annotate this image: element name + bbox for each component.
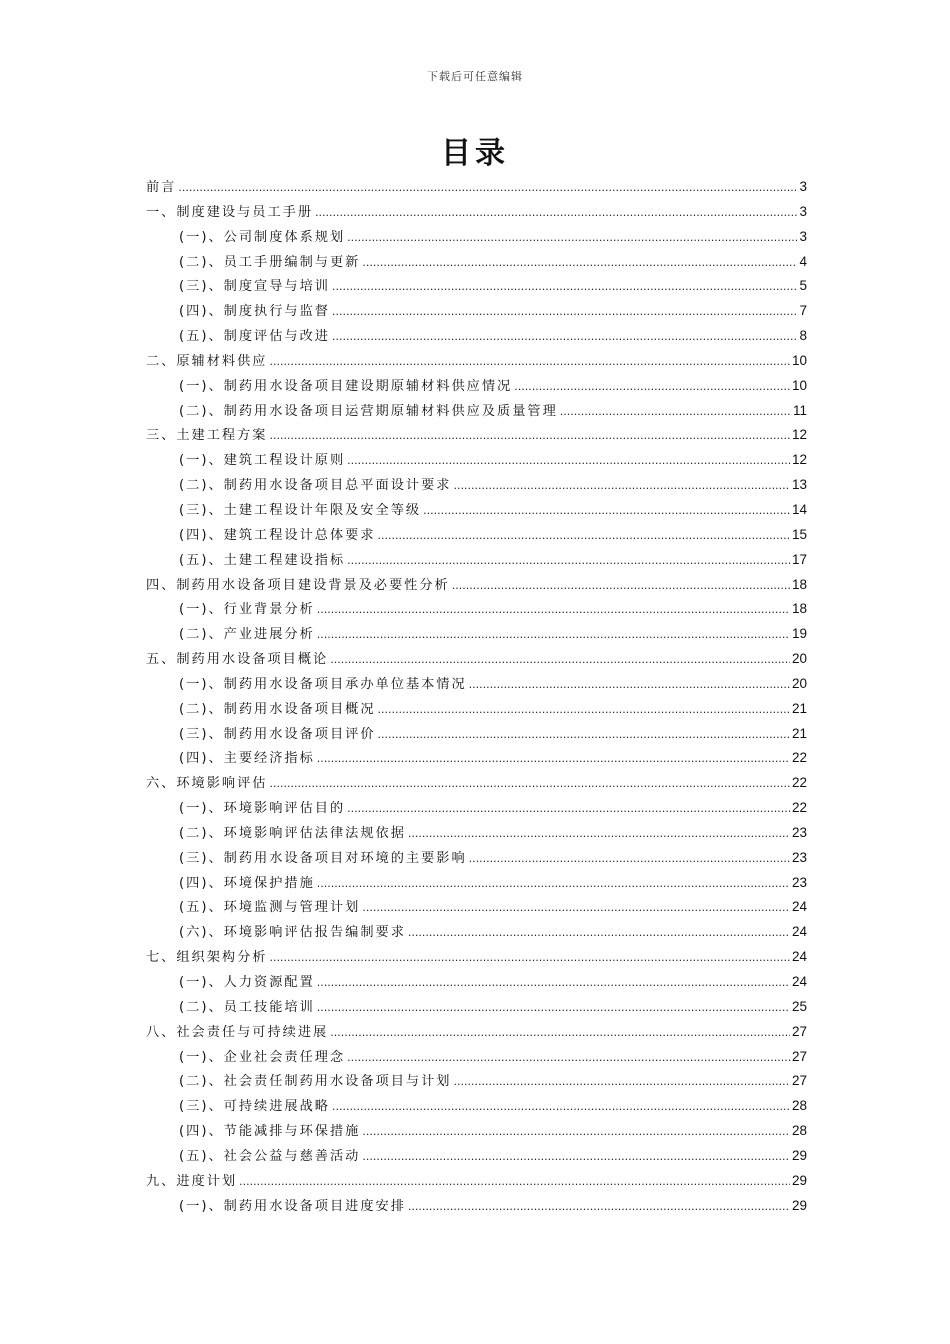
dot-leader: [270, 772, 790, 797]
table-of-contents: [146, 175, 807, 1218]
toc-subentry[interactable]: [146, 622, 807, 647]
toc-subentry[interactable]: [146, 1045, 807, 1070]
dot-leader: [469, 673, 790, 698]
dot-leader: [332, 325, 798, 350]
dot-leader: [239, 1170, 790, 1195]
toc-page-number: 15: [791, 526, 807, 542]
toc-subentry[interactable]: [146, 697, 807, 722]
toc-entry-label: (五)、制度评估与改进: [179, 329, 330, 345]
toc-page-number: 5: [799, 278, 807, 294]
toc-entry[interactable]: [146, 423, 807, 448]
dot-leader: [423, 499, 790, 524]
toc-entry-label: (一)、制药用水设备项目建设期原辅材料供应情况: [179, 378, 513, 394]
toc-subentry[interactable]: [146, 722, 807, 747]
toc-entry[interactable]: [146, 1020, 807, 1045]
toc-page-number: 28: [791, 1098, 807, 1114]
dot-leader: [408, 1195, 790, 1220]
toc-page-number: 12: [791, 427, 807, 443]
dot-leader: [330, 1021, 790, 1046]
toc-subentry[interactable]: [146, 846, 807, 871]
dot-leader: [362, 1145, 790, 1170]
toc-entry-label: (二)、社会责任制药用水设备项目与计划: [179, 1074, 452, 1090]
dot-leader: [270, 424, 790, 449]
toc-subentry[interactable]: [146, 920, 807, 945]
toc-subentry[interactable]: [146, 324, 807, 349]
toc-entry-label: (一)、环境影响评估目的: [179, 801, 346, 817]
toc-page-number: 21: [791, 700, 807, 716]
toc-entry-label: (一)、行业背景分析: [179, 602, 315, 618]
toc-entry[interactable]: [146, 771, 807, 796]
dot-leader: [270, 350, 790, 375]
dot-leader: [317, 598, 790, 623]
toc-subentry[interactable]: [146, 796, 807, 821]
toc-subentry[interactable]: [146, 523, 807, 548]
toc-entry-label: (四)、节能减排与环保措施: [179, 1124, 361, 1140]
toc-page-number: 17: [791, 551, 807, 567]
dot-leader: [347, 226, 797, 251]
toc-page-number: 27: [791, 1048, 807, 1064]
toc-entry-label: (二)、制药用水设备项目运营期原辅材料供应及质量管理: [179, 403, 558, 419]
toc-subentry[interactable]: [146, 299, 807, 324]
toc-entry-label: 前言: [146, 180, 177, 195]
toc-entry-label: 三、土建工程方案: [146, 428, 268, 444]
dot-leader: [347, 449, 790, 474]
dot-leader: [514, 375, 790, 400]
dot-leader: [332, 300, 798, 325]
dot-leader: [317, 996, 790, 1021]
toc-entry-label: (六)、环境影响评估报告编制要求: [179, 925, 406, 941]
toc-page-number: 29: [791, 1197, 807, 1213]
toc-entry-label: (三)、制药用水设备项目评价: [179, 726, 376, 742]
dot-leader: [362, 896, 790, 921]
dot-leader: [317, 872, 790, 897]
dot-leader: [347, 549, 790, 574]
toc-entry[interactable]: [146, 349, 807, 374]
toc-entry-label: (一)、人力资源配置: [179, 975, 315, 990]
dot-leader: [469, 847, 790, 872]
toc-page-number: 21: [791, 725, 807, 741]
dot-leader: [362, 1120, 790, 1145]
toc-title: 目录: [441, 136, 509, 171]
toc-page-number: 13: [791, 477, 807, 493]
toc-page-number: 18: [791, 576, 807, 592]
toc-page-number: 3: [799, 203, 807, 219]
toc-subentry[interactable]: [146, 871, 807, 896]
dot-leader: [315, 201, 797, 226]
toc-page-number: 11: [792, 402, 807, 418]
toc-entry-label: (三)、制药用水设备项目对环境的主要影响: [179, 850, 467, 866]
dot-leader: [408, 822, 790, 847]
toc-page-number: 10: [791, 377, 807, 393]
toc-page-number: 23: [791, 849, 807, 865]
toc-page-number: 22: [791, 775, 807, 791]
toc-subentry[interactable]: [146, 1069, 807, 1094]
toc-entry-label: (四)、建筑工程设计总体要求: [179, 527, 376, 543]
toc-subentry[interactable]: [146, 1194, 807, 1219]
dot-leader: [378, 524, 790, 549]
dot-leader: [347, 1046, 790, 1071]
toc-entry-label: (一)、建筑工程设计原则: [179, 453, 346, 469]
toc-page-number: 8: [799, 328, 807, 344]
toc-entry-label: (二)、制药用水设备项目概况: [179, 701, 376, 717]
toc-subentry[interactable]: [146, 548, 807, 573]
toc-page-number: 24: [791, 974, 807, 989]
toc-entry-label: (三)、土建工程设计年限及安全等级: [179, 502, 422, 518]
toc-entry[interactable]: [146, 175, 807, 200]
toc-page-number: 20: [791, 651, 807, 667]
toc-entry-label: 四、制药用水设备项目建设背景及必要性分析: [146, 577, 450, 593]
toc-page-number: 12: [791, 452, 807, 468]
toc-page-number: 23: [791, 824, 807, 840]
toc-entry-label: (三)、制度宣导与培训: [179, 279, 330, 295]
dot-leader: [453, 474, 789, 499]
dot-leader: [270, 946, 790, 971]
toc-entry[interactable]: [146, 200, 807, 225]
dot-leader: [452, 574, 790, 599]
toc-page-number: 19: [791, 626, 807, 642]
toc-subentry[interactable]: [146, 970, 807, 995]
toc-page-number: 27: [791, 1023, 807, 1039]
toc-subentry[interactable]: [146, 746, 807, 771]
toc-page-number: 23: [791, 874, 807, 890]
toc-page-number: 20: [791, 675, 807, 691]
toc-subentry[interactable]: [146, 597, 807, 622]
toc-entry-label: (一)、公司制度体系规划: [179, 229, 346, 245]
dot-leader: [453, 1070, 789, 1095]
toc-page-number: 7: [799, 303, 807, 319]
toc-entry-label: (二)、制药用水设备项目总平面设计要求: [179, 478, 452, 494]
toc-entry[interactable]: [146, 647, 807, 672]
toc-entry-label: 五、制药用水设备项目概论: [146, 652, 329, 668]
toc-entry-label: (一)、制药用水设备项目承办单位基本情况: [179, 676, 467, 692]
toc-subentry[interactable]: [146, 374, 807, 399]
toc-subentry[interactable]: [146, 1144, 807, 1169]
toc-subentry[interactable]: [146, 995, 807, 1020]
dot-leader: [178, 176, 797, 201]
toc-subentry[interactable]: [146, 250, 807, 275]
toc-page-number: 29: [791, 1172, 807, 1188]
dot-leader: [378, 698, 790, 723]
dot-leader: [408, 921, 790, 946]
toc-entry-label: (二)、环境影响评估法律法规依据: [179, 825, 406, 841]
toc-page-number: 14: [791, 501, 807, 517]
toc-entry-label: 一、制度建设与员工手册: [146, 204, 314, 220]
toc-page-number: 24: [791, 924, 807, 940]
toc-subentry[interactable]: [146, 274, 807, 299]
toc-entry-label: (一)、企业社会责任理念: [179, 1049, 346, 1065]
toc-page-number: 22: [791, 800, 807, 816]
toc-page-number: 18: [791, 601, 807, 617]
toc-entry-label: (三)、可持续进展战略: [179, 1099, 330, 1115]
toc-subentry[interactable]: [146, 895, 807, 920]
toc-subentry[interactable]: [146, 473, 807, 498]
toc-entry-label: 七、组织架构分析: [146, 950, 268, 966]
toc-subentry[interactable]: [146, 672, 807, 697]
dot-leader: [332, 275, 798, 300]
toc-page-number: 4: [799, 253, 807, 269]
dot-leader: [330, 648, 790, 673]
toc-subentry[interactable]: [146, 399, 807, 424]
dot-leader: [560, 400, 791, 425]
toc-page-number: 28: [791, 1123, 807, 1139]
toc-entry-label: (一)、制药用水设备项目进度安排: [179, 1198, 406, 1214]
toc-entry[interactable]: [146, 1169, 807, 1194]
toc-entry-label: 八、社会责任与可持续进展: [146, 1024, 329, 1040]
toc-entry[interactable]: [146, 573, 807, 598]
toc-page-number: 24: [791, 949, 807, 965]
toc-entry-label: (四)、主要经济指标: [179, 751, 315, 767]
toc-page-number: 10: [791, 352, 807, 368]
toc-entry-label: (五)、社会公益与慈善活动: [179, 1148, 361, 1164]
toc-page-number: 25: [791, 998, 807, 1014]
toc-entry-label: 二、原辅材料供应: [146, 353, 268, 369]
toc-page-number: 24: [791, 899, 807, 915]
toc-entry-label: 六、环境影响评估: [146, 776, 268, 792]
toc-subentry[interactable]: [146, 225, 807, 250]
toc-subentry[interactable]: [146, 821, 807, 846]
dot-leader: [332, 1095, 790, 1120]
toc-entry-label: (五)、土建工程建设指标: [179, 552, 346, 568]
toc-page-number: 22: [791, 750, 807, 766]
dot-leader: [347, 797, 790, 822]
toc-subentry[interactable]: [146, 1119, 807, 1144]
dot-leader: [317, 623, 790, 648]
toc-entry-label: (二)、员工技能培训: [179, 999, 315, 1015]
dot-leader: [378, 723, 790, 748]
dot-leader: [317, 747, 790, 772]
toc-subentry[interactable]: [146, 1094, 807, 1119]
toc-entry[interactable]: [146, 945, 807, 970]
toc-subentry[interactable]: [146, 498, 807, 523]
toc-entry-label: (四)、制度执行与监督: [179, 304, 330, 320]
toc-entry-label: 九、进度计划: [146, 1173, 238, 1189]
toc-page-number: 3: [799, 228, 807, 244]
toc-subentry[interactable]: [146, 448, 807, 473]
toc-entry-label: (二)、产业进展分析: [179, 627, 315, 643]
dot-leader: [317, 971, 790, 996]
toc-entry-label: (四)、环境保护措施: [179, 875, 315, 891]
page-header: 下载后可任意编辑: [427, 70, 523, 83]
toc-page-number: 29: [791, 1147, 807, 1163]
dot-leader: [362, 251, 797, 276]
toc-entry-label: (五)、环境监测与管理计划: [179, 900, 361, 916]
toc-entry-label: (二)、员工手册编制与更新: [179, 254, 361, 270]
toc-page-number: 27: [791, 1073, 807, 1089]
toc-page-number: 3: [799, 179, 807, 194]
